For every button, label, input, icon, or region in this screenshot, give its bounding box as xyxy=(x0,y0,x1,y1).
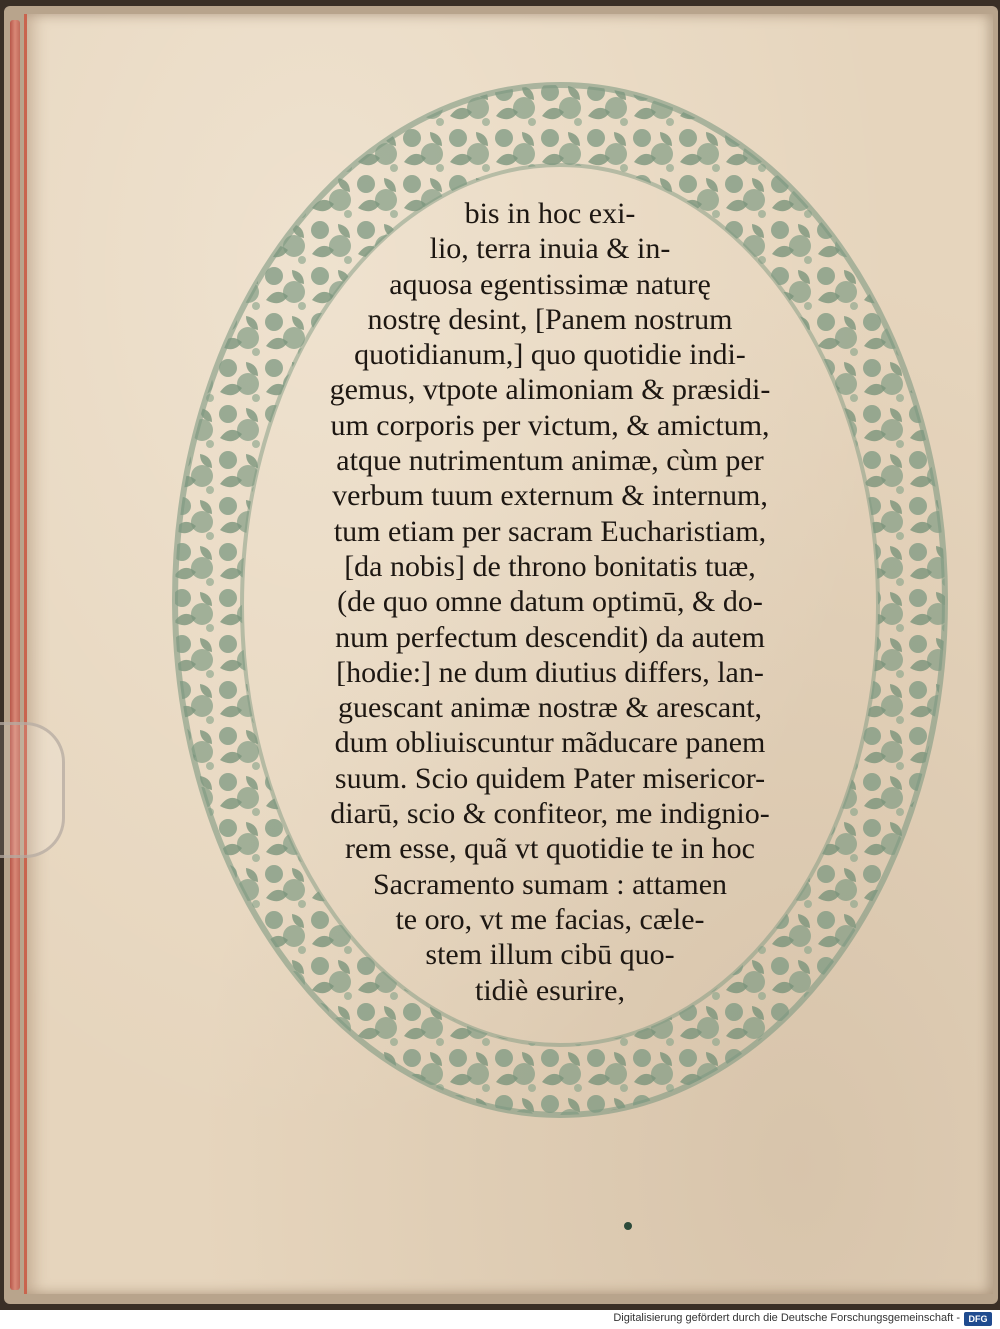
text-line: um corporis per victum, & amictum, xyxy=(330,408,770,442)
text-line: Sacramento sumam : attamen xyxy=(372,867,728,901)
text-line: (de quo omne datum optimū, & do- xyxy=(337,585,763,619)
text-line: quotidianum,] quo quotidie indi- xyxy=(354,338,746,372)
text-line: verbum tuum externum & internum, xyxy=(332,479,768,513)
page-text xyxy=(240,196,860,1008)
text-line: stem illum cibū quo- xyxy=(425,938,675,972)
text-line: aquosa egentissimæ naturę xyxy=(389,267,711,301)
text-line: rem esse, quã vt quotidie te in hoc xyxy=(345,832,755,866)
red-page-edge xyxy=(10,20,20,1290)
text-line: tum etiam per sacram Eucharistiam, xyxy=(333,514,767,548)
digitization-footer xyxy=(0,1310,1000,1329)
text-line: atque nutrimentum animæ, cùm per xyxy=(336,444,764,478)
text-line: tidiè esurire, xyxy=(475,973,625,1007)
text-line: gemus, vtpote alimoniam & præsidi- xyxy=(329,373,771,407)
text-line: lio, terra inuia & in- xyxy=(429,232,671,266)
page-clip xyxy=(0,722,65,858)
text-line: [da nobis] de throno bonitatis tuæ, xyxy=(344,549,756,583)
text-line: suum. Scio quidem Pater misericor- xyxy=(334,761,766,795)
text-line: diarū, scio & confiteor, me indignio- xyxy=(330,797,770,831)
dfg-logo[interactable]: DFG xyxy=(964,1312,992,1326)
text-line: guescant animæ nostræ & arescant, xyxy=(337,691,763,725)
footer-credit: Digitalisierung gefördert durch die Deutsche Forschungsgemeinschaft - xyxy=(613,1312,960,1324)
text-line: te oro, vt me facias, cæle- xyxy=(395,902,705,936)
text-line: nostrę desint, [Panem nostrum xyxy=(367,302,733,336)
text-line: bis in hoc exi- xyxy=(464,197,636,230)
text-line: [hodie:] ne dum diutius differs, lan- xyxy=(336,655,764,689)
text-line: dum obliuiscuntur mãducare panem xyxy=(334,726,766,760)
text-line: num perfectum descendit) da autem xyxy=(335,620,765,654)
ink-speck xyxy=(624,1222,632,1230)
